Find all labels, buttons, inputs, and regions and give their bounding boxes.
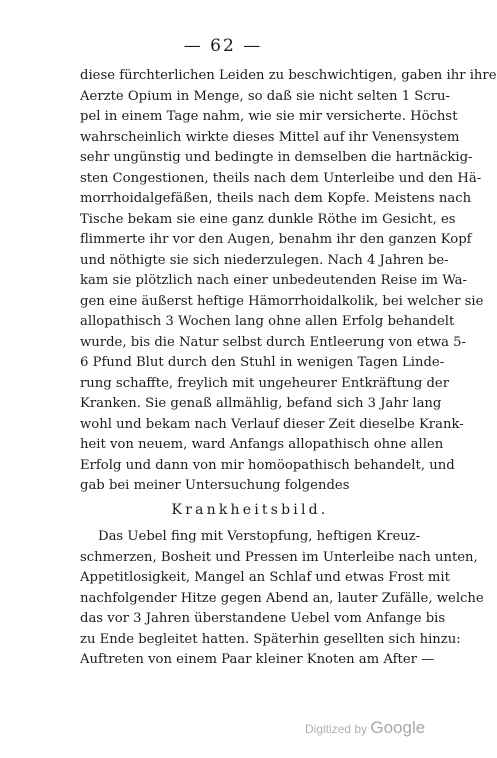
watermark-prefix: Digitized by — [305, 722, 368, 736]
text-line: heit von neuem, ward Anfangs allopathisch ohne allen — [80, 437, 444, 452]
text-line: wurde, bis die Natur selbst durch Entleerung von etwa 5- — [80, 334, 467, 350]
paragraph-history — [80, 66, 497, 497]
text-line: sten Congestionen, theils nach dem Unterleibe und den Hä- — [80, 170, 482, 186]
text-line: Das Uebel fing mit Verstopfung, heftigen Kreuz- — [98, 529, 421, 544]
text-line: schmerzen, Bosheit und Pressen im Unterleibe nach unten, — [80, 549, 478, 565]
google-logo: Google — [370, 718, 426, 737]
text-line: Auftreten von einem Paar kleiner Knoten am After — — [80, 652, 435, 667]
paragraph-symptoms — [80, 527, 484, 671]
text-line: kam sie plötzlich nach einer unbedeutenden Reise im Wa- — [80, 273, 467, 288]
text-line: rung schaffte, freylich mit ungeheurer Entkräftung der — [80, 375, 450, 391]
text-line: nachfolgender Hitze gegen Abend an, lauter Zufälle, welche — [80, 590, 484, 606]
text-line: zu Ende begleitet hatten. Späterhin gesellten sich hinzu: — [80, 631, 461, 647]
text-line: 6 Pfund Blut durch den Stuhl in wenigen Tagen Linde- — [80, 355, 445, 370]
text-line: Erfolg und dann von mir homöopathisch behandelt, und — [80, 457, 455, 473]
text-line: und nöthigte sie sich niederzulegen. Nach 4 Jahren be- — [80, 252, 449, 268]
text-line: pel in einem Tage nahm, wie sie mir versicherte. Höchst — [80, 109, 458, 124]
text-line: sehr ungünstig und bedingte in demselben die hartnäckig- — [80, 150, 473, 165]
text-line: das vor 3 Jahren überstandene Uebel vom Anfange bis — [80, 611, 446, 626]
text-line: gab bei meiner Untersuchung folgendes — [80, 478, 350, 493]
text-line: allopathisch 3 Wochen lang ohne allen Erfolg behandelt — [80, 314, 455, 329]
text-line: Aerzte Opium in Menge, so daß sie nicht selten 1 Scru- — [80, 88, 450, 104]
text-line: morrhoidalgefäßen, theils nach dem Kopfe. Meistens nach — [80, 191, 472, 206]
text-line: Appetitlosigkeit, Mangel an Schlaf und etwas Frost mit — [80, 570, 450, 585]
text-line: wohl und bekam nach Verlauf dieser Zeit dieselbe Krank- — [80, 416, 464, 432]
page-number: — 62 — — [183, 36, 263, 56]
text-line: flimmerte ihr vor den Augen, benahm ihr den ganzen Kopf — [80, 232, 472, 247]
text-line: Tische bekam sie eine ganz dunkle Röthe im Gesicht, es — [80, 211, 456, 227]
text-line: diese fürchterlichen Leiden zu beschwichtigen, gaben ihr ihre — [80, 68, 497, 83]
text-line: Kranken. Sie genaß allmählig, befand sich 3 Jahr lang — [80, 396, 442, 411]
section-heading: Krankheitsbild. — [171, 502, 329, 518]
digitized-watermark — [305, 718, 425, 738]
text-line: gen eine äußerst heftige Hämorrhoidalkolik, bei welcher sie — [80, 293, 484, 309]
text-line: wahrscheinlich wirkte dieses Mittel auf ihr Venensystem — [80, 129, 460, 145]
